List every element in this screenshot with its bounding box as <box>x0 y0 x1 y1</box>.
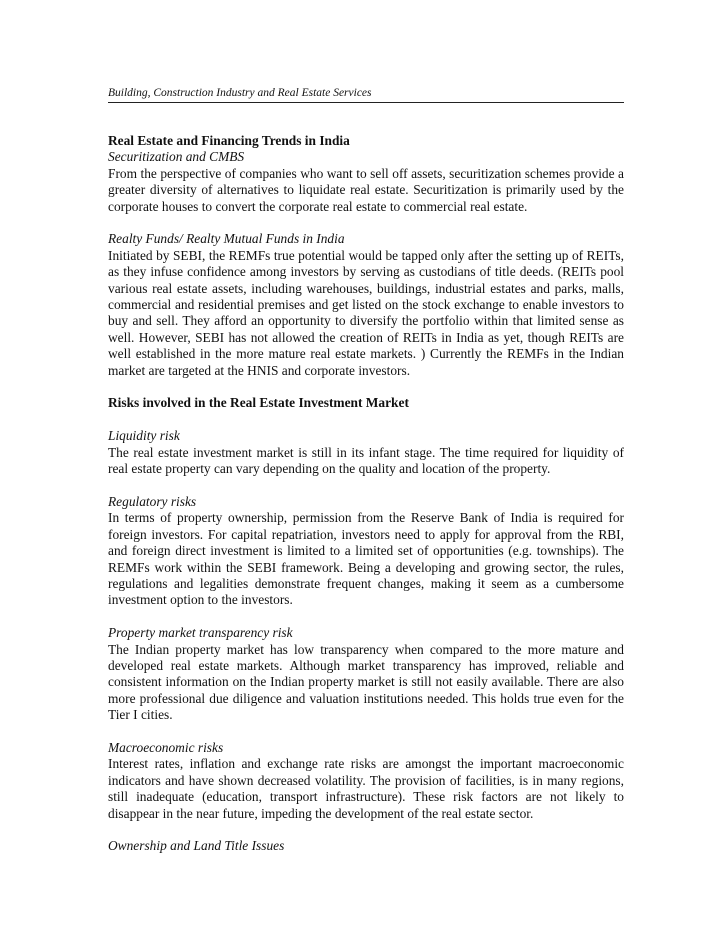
transparency-paragraph: The Indian property market has low transparency when compared to the more mature and developed real estate markets. Although market transparency has improved, reliable and consistent information on the Indian property market is still not easily available. There are also more professional due diligence and valuation institutions needed. This holds true even for the Tier I cities. <box>108 641 624 723</box>
macro-paragraph: Interest rates, inflation and exchange rate risks are amongst the important macroeconomic indicators and have shown decreased volatility. The provision of facilities, is in many regions, still inadequate (education, transport infrastructure). These risk factors are not likely to disappear in the near future, impeding the development of the real estate sector. <box>108 756 624 821</box>
page-content <box>108 133 624 855</box>
regulatory-heading: Regulatory risks <box>108 493 197 509</box>
regulatory-paragraph: In terms of property ownership, permission from the Reserve Bank of India is required for foreign investors. For capital repatriation, investors need to apply for approval from the RBI, and foreign direct investment is limited to a limited set of opportunities (e.g. townships). The REMFs work within the SEBI framework. Being a developing and growing sector, the rules, regulations and legalities demonstrate frequent changes, making it seem as a cumbersome investment option to the investors. <box>108 510 624 608</box>
spacer <box>108 822 624 838</box>
main-title: Real Estate and Financing Trends in India <box>108 133 350 148</box>
transparency-heading: Property market transparency risk <box>108 625 293 641</box>
running-header <box>108 86 624 103</box>
risks-title: Risks involved in the Real Estate Investment Market <box>108 395 409 411</box>
spacer <box>108 477 624 493</box>
securitization-paragraph: From the perspective of companies who want to sell off assets, securitization schemes provide a greater diversity of alternatives to liquidate real estate. Securitization is primarily used by the corporate houses to convert the corporate real estate to commercial real estate. <box>108 165 624 214</box>
macro-heading: Macroeconomic risks <box>108 739 224 755</box>
liquidity-paragraph: The real estate investment market is still in its infant stage. The time required for liquidity of real estate property can vary depending on the quality and location of the property. <box>108 444 624 477</box>
spacer <box>108 215 624 231</box>
liquidity-heading: Liquidity risk <box>108 428 180 444</box>
spacer <box>108 724 624 740</box>
spacer <box>108 412 624 428</box>
securitization-heading: Securitization and CMBS <box>108 149 245 165</box>
realty-funds-heading: Realty Funds/ Realty Mutual Funds in India <box>108 231 345 247</box>
realty-funds-paragraph: Initiated by SEBI, the REMFs true potential would be tapped only after the setting up of REITs, as they infuse confidence among investors by serving as custodians of title deeds. (REITs pool various real estate assets, including warehouses, buildings, industrial estates and parks, malls, commercial and residential premises and get listed on the stock exchange to enable investors to buy and sell. They afford an opportunity to diversify the portfolio within that limited sense as well. However, SEBI has not allowed the creation of REITs in India as yet, though REITs are well established in the more mature real estate markets. ) Currently the REMFs in the Indian market are targeted at the HNIS and corporate investors. <box>108 247 624 378</box>
spacer <box>108 609 624 625</box>
spacer <box>108 379 624 395</box>
running-title: Building, Construction Industry and Real Estate Services <box>108 87 372 99</box>
ownership-heading: Ownership and Land Title Issues <box>108 838 285 854</box>
